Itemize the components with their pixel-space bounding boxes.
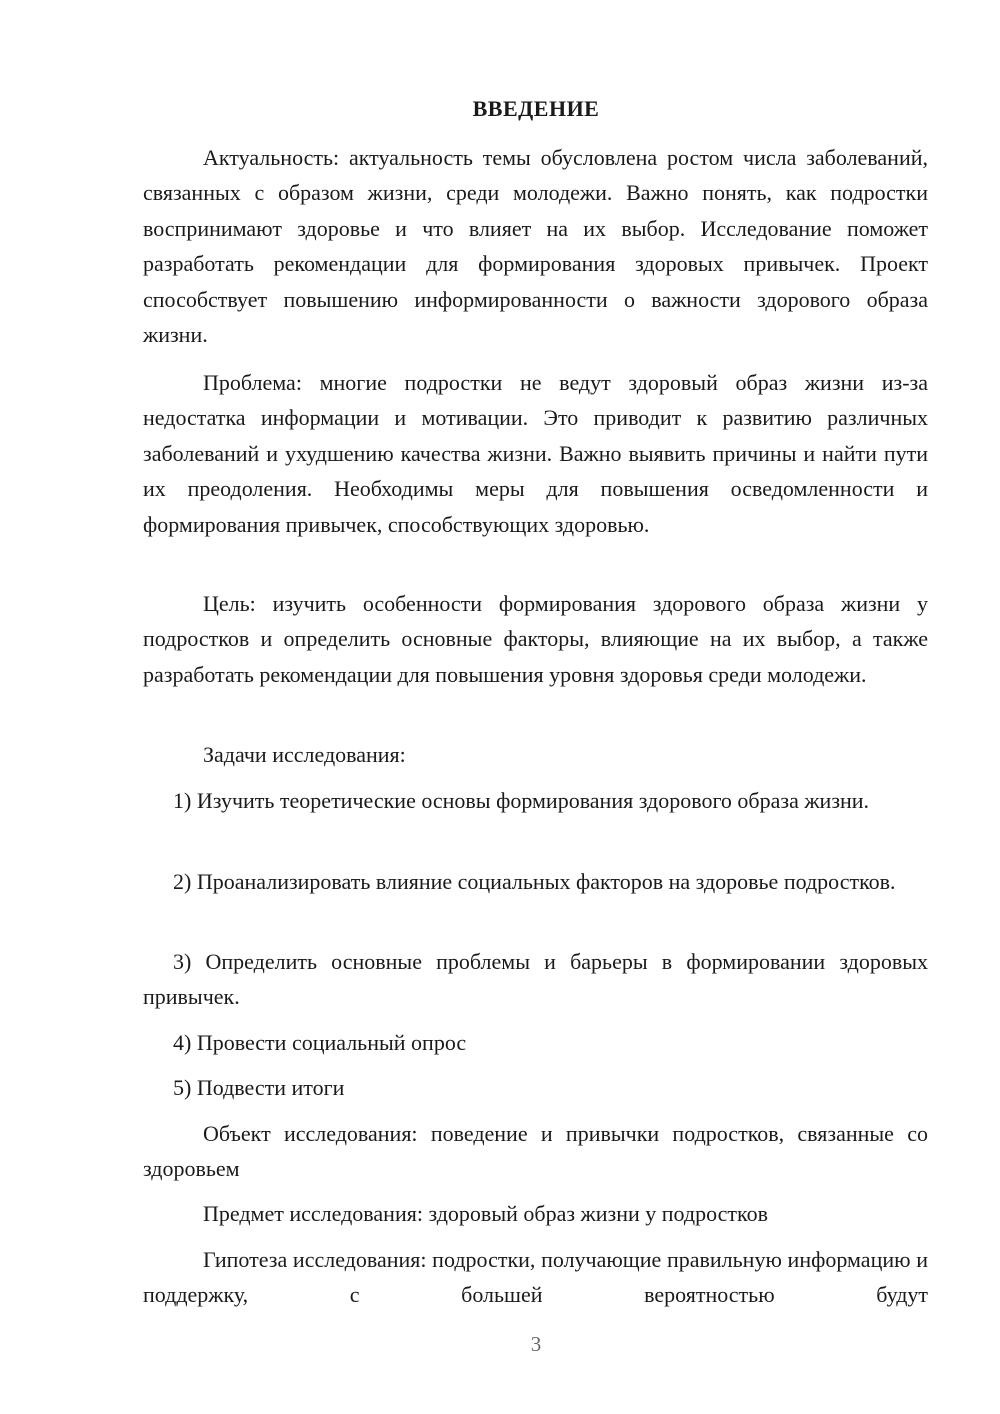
- paragraph-problem: Проблема: многие подростки не ведут здоровый образ жизни из-за недостатка информации и мотивации. Это приводит к развитию различных заболеваний и ухудшению качества жизни. Важно выявить причины и найти пути их преодоления. Необходимы меры для повышения осведомленности и формирования привычек, способствующих здоровью.: [143, 370, 928, 537]
- task-item-4: 4) Провести социальный опрос: [173, 1030, 467, 1055]
- section-heading: ВВЕДЕНИЕ: [472, 96, 600, 121]
- tasks-title: Задачи исследования:: [203, 742, 406, 767]
- paragraph-goal: Цель: изучить особенности формирования здорового образа жизни у подростков и определить основные факторы, влияющие на их выбор, а также разработать рекомендации для повышения уровня здоровья среди молодежи.: [143, 591, 928, 687]
- paragraph-object: Объект исследования: поведение и привычки подростков, связанные со здоровьем: [143, 1121, 928, 1182]
- page-number: 3: [530, 1332, 542, 1356]
- task-item-1: 1) Изучить теоретические основы формирования здорового образа жизни.: [173, 788, 870, 813]
- task-item-2: 2) Проанализировать влияние социальных факторов на здоровье подростков.: [173, 869, 896, 894]
- task-item-5: 5) Подвести итоги: [173, 1075, 345, 1100]
- paragraph-relevance: Актуальность: актуальность темы обусловлена ростом числа заболеваний, связанных с образом жизни, среди молодежи. Важно понять, как подростки воспринимают здоровье и что влияет на их выбор. Исследование поможет разработать рекомендации для формирования здоровых привычек. Проект способствует повышению информированности о важности здорового образа жизни.: [143, 145, 928, 348]
- task-item-3: 3) Определить основные проблемы и барьеры в формировании здоровых привычек.: [143, 949, 928, 1010]
- paragraph-hypothesis: Гипотеза исследования: подростки, получающие правильную информацию и поддержку, с большей вероятностью будут: [143, 1247, 928, 1308]
- paragraph-subject: Предмет исследования: здоровый образ жизни у подростков: [203, 1201, 768, 1226]
